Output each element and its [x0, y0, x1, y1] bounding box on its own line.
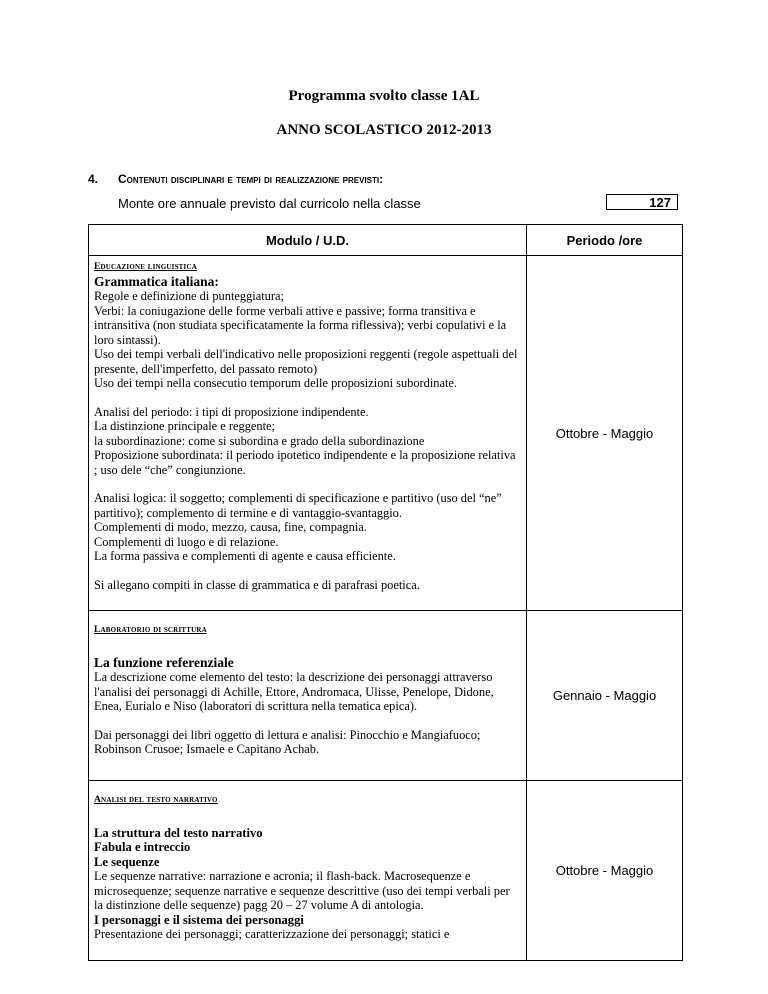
- category-label: Educazione linguistica: [94, 262, 197, 272]
- text-line: Regole e definizione di punteggiatura;: [94, 289, 284, 303]
- table-row: [89, 781, 683, 961]
- table-row: [89, 611, 683, 781]
- text-line: Presentazione dei personaggi; caratterizzazione dei personaggi; statici e: [94, 927, 450, 941]
- category-label: Laboratorio di scrittura: [94, 625, 207, 635]
- text-line: Uso dei tempi verbali dell'indicativo nelle proposizioni reggenti (regole aspettuali del presente, dell'imperfetto, del passato remoto): [94, 347, 518, 376]
- text-line: Verbi: la coniugazione delle forme verbali attive e passive; forma transitiva e intransitiva (non studiata specificatamente la forma riflessiva); verbi copulativi e la loro sintassi).: [94, 303, 507, 347]
- module-cell: [89, 781, 527, 961]
- school-year: ANNO SCOLASTICO 2012-2013: [276, 122, 492, 138]
- module-heading: I personaggi e il sistema dei personaggi: [94, 912, 304, 927]
- text-line: Complementi di luogo e di relazione.: [94, 534, 279, 549]
- period-cell: Ottobre - Maggio: [527, 781, 683, 961]
- text-line: Complementi di modo, mezzo, causa, fine, compagnia.: [94, 520, 367, 534]
- section-title: Contenuti disciplinari e tempi di realizzazione previsti:: [118, 172, 384, 186]
- document-title: Programma svolto classe 1AL: [288, 88, 480, 104]
- text-line: La descrizione come elemento del testo: la descrizione dei personaggi attraverso l'analisi dei personaggi di Achille, Ettore, Andromaca, Ulisse, Penelope, Didone, Enea, Eurialo e Niso (laboratori di scrittura nella tematica epica).: [94, 670, 494, 713]
- text-line: Analisi logica: il soggetto; complementi di specificazione e partitivo (uso del “ne” partitivo); complemento di termine e di vantaggio-svantaggio.: [94, 491, 502, 520]
- text-line: Si allegano compiti in classe di grammatica e di parafrasi poetica.: [94, 577, 420, 592]
- category-label: Analisi del testo narrativo: [94, 795, 218, 805]
- module-heading: Le sequenze: [94, 854, 160, 869]
- text-line: Uso dei tempi nella consecutio temporum delle proposizioni subordinate.: [94, 376, 458, 390]
- monte-ore-value: 127: [606, 194, 678, 210]
- section-number: 4.: [88, 172, 99, 186]
- text-line: Proposizione subordinata: il periodo ipotetico indipendente e la proposizione relativa ; uso dele “che” congiunzione.: [94, 448, 516, 477]
- module-heading: Fabula e intreccio: [94, 840, 191, 854]
- column-header-period: Periodo /ore: [527, 225, 683, 256]
- program-table: [88, 224, 683, 961]
- section-heading: [88, 172, 383, 186]
- module-heading: La struttura del testo narrativo: [94, 825, 263, 840]
- column-header-module: Modulo / U.D.: [89, 225, 527, 256]
- module-cell: [89, 256, 527, 611]
- module-subtitle: Grammatica italiana:: [94, 273, 219, 289]
- text-line: Analisi del periodo: i tipi di proposizione indipendente.: [94, 404, 369, 419]
- module-cell: [89, 611, 527, 781]
- text-line: Le sequenze narrative: narrazione e acronia; il flash-back. Macrosequenze e microsequenze; sequenze narrative e sequenze descrittive (uso dei tempi verbali per la distinzione delle sequenze) pagg 20 – 27 volume A di antologia.: [94, 869, 510, 912]
- module-subtitle: La funzione referenziale: [94, 654, 234, 670]
- monte-ore-label: Monte ore annuale previsto dal curricolo nella classe: [118, 196, 421, 211]
- table-header-row: [89, 225, 683, 256]
- text-line: La forma passiva e complementi di agente e causa efficiente.: [94, 549, 396, 563]
- text-line: Dai personaggi dei libri oggetto di lettura e analisi: Pinocchio e Mangiafuoco; Robinson Crusoe; Ismaele e Capitano Achab.: [94, 727, 481, 756]
- period-cell: Ottobre - Maggio: [527, 256, 683, 611]
- table-row: [89, 256, 683, 611]
- text-line: La distinzione principale e reggente;: [94, 419, 275, 433]
- period-cell: Gennaio - Maggio: [527, 611, 683, 781]
- text-line: la subordinazione: come si subordina e grado della subordinazione: [94, 433, 425, 448]
